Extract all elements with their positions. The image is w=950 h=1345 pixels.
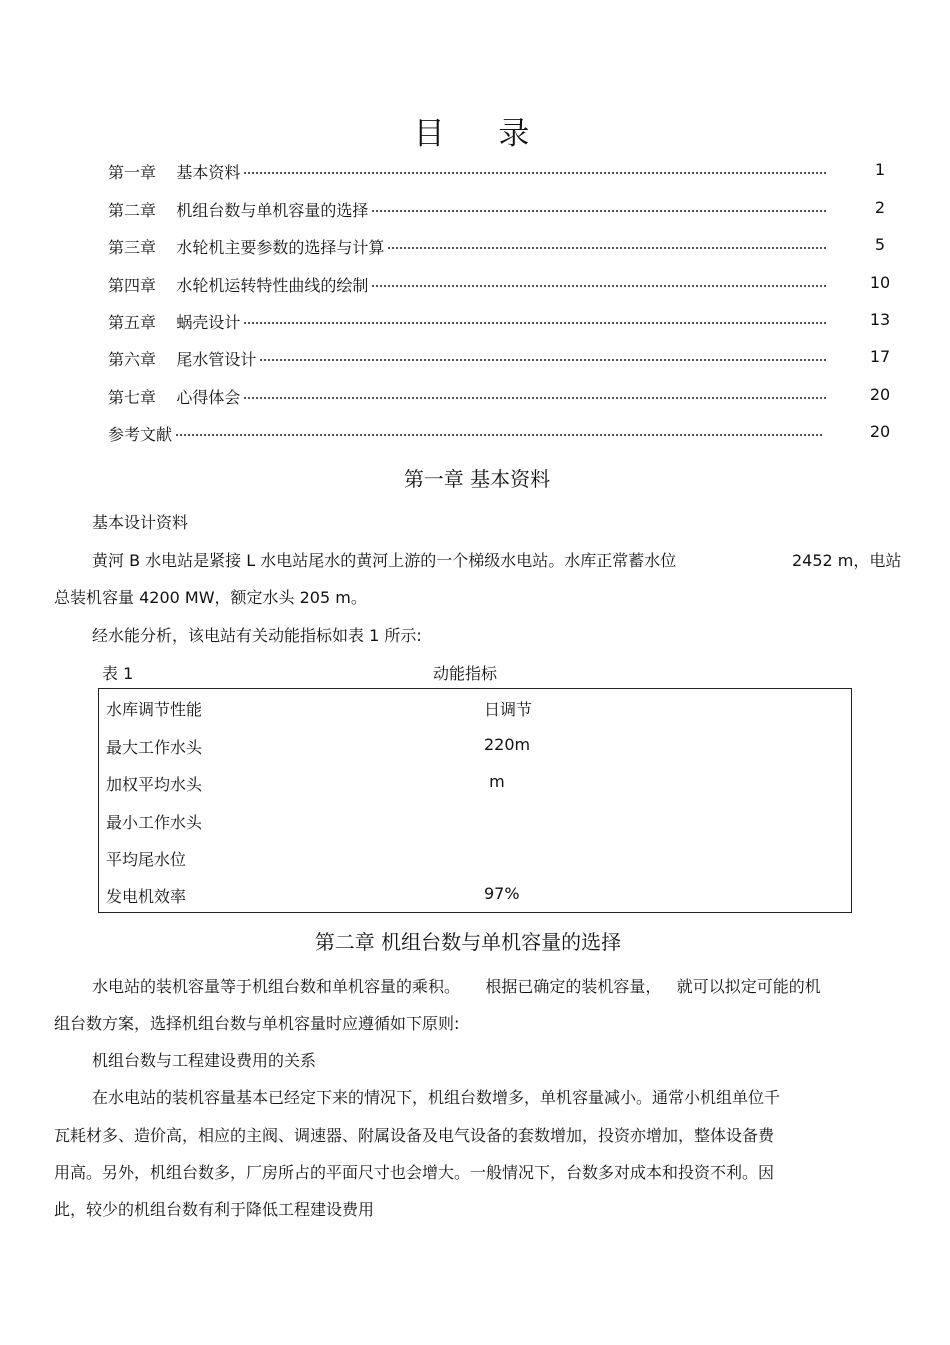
table-label: 表 1: [102, 664, 134, 683]
toc-entry[interactable]: [108, 422, 898, 446]
toc-entry-title: 心得体会: [176, 388, 241, 407]
toc-entry-title: 尾水管设计: [176, 350, 257, 369]
table-cell-name: 平均尾水位: [106, 850, 187, 869]
table-cell-value: 220m: [484, 735, 531, 754]
toc-chapter: 第一章: [108, 163, 157, 182]
toc-entry[interactable]: [108, 273, 898, 297]
energy-indicators-table: [98, 688, 852, 913]
toc-entry-title: 水轮机主要参数的选择与计算: [176, 238, 385, 257]
chapter2-para1-line1: 水电站的装机容量等于机组台数和单机容量的乘积。 根据已确定的装机容量， 就可以拟定可能的机: [92, 977, 821, 996]
toc-entry[interactable]: [108, 347, 898, 371]
toc-page: 10: [869, 273, 891, 292]
table-cell-name: 最大工作水头: [106, 738, 203, 757]
toc-entry[interactable]: [108, 198, 898, 222]
chapter1-para2: 经水能分析，该电站有关动能指标如表 1 所示:: [92, 626, 422, 645]
chapter2-para1-line2: 组台数方案，选择机组台数与单机容量时应遵循如下原则:: [54, 1014, 460, 1033]
toc-chapter: 第二章: [108, 201, 157, 220]
toc-entry-title: 机组台数与单机容量的选择: [176, 201, 369, 220]
table-cell-name: 水库调节性能: [106, 700, 203, 719]
toc-entry[interactable]: [108, 310, 898, 334]
toc-entry[interactable]: [108, 235, 898, 259]
toc-page: 17: [869, 347, 891, 366]
table-cell-value: 97%: [484, 884, 520, 903]
chapter2-para2-line: 瓦耗材多、造价高，相应的主阀、调速器、附属设备及电气设备的套数增加，投资亦增加，整体设备费: [54, 1126, 775, 1145]
chapter1-para1-value: 2452 m，电站: [792, 551, 902, 570]
table-cell-name: 加权平均水头: [106, 775, 203, 794]
toc-chapter: 第五章: [108, 313, 157, 332]
toc-leader: [108, 434, 822, 436]
toc-chapter: 第六章: [108, 350, 157, 369]
toc-entry[interactable]: [108, 385, 898, 409]
toc-page: 20: [869, 422, 891, 441]
table-cell-name: 最小工作水头: [106, 813, 203, 832]
chapter1-subheading: 基本设计资料: [92, 513, 189, 532]
chapter1-para1-line1: 黄河 B 水电站是紧接 L 水电站尾水的黄河上游的一个梯级水电站。水库正常蓄水位: [92, 551, 677, 570]
toc-page: 20: [869, 385, 891, 404]
table-caption: 动能指标: [433, 664, 498, 683]
toc-title: 目 录: [413, 116, 552, 152]
toc-entry-title: 基本资料: [176, 163, 241, 182]
table-cell-name: 发电机效率: [106, 887, 187, 906]
chapter2-para2-line: 在水电站的装机容量基本已经定下来的情况下，机组台数增多，单机容量减小。通常小机组单位千: [92, 1088, 781, 1107]
toc-chapter: 第七章: [108, 388, 157, 407]
toc-entry-title: 水轮机运转特性曲线的绘制: [176, 276, 369, 295]
toc-page: 2: [874, 198, 886, 217]
table-cell-value: 日调节: [484, 700, 533, 719]
toc-entry-title: 蜗壳设计: [176, 313, 241, 332]
chapter2-subheading: 机组台数与工程建设费用的关系: [92, 1051, 317, 1070]
chapter2-para2-line: 此，较少的机组台数有利于降低工程建设费用: [54, 1200, 375, 1219]
toc-page: 5: [874, 235, 886, 254]
table-cell-value: m: [484, 772, 505, 791]
toc-page: 13: [869, 310, 891, 329]
toc-chapter: 第四章: [108, 276, 157, 295]
chapter1-para1-line2: 总装机容量 4200 MW，额定水头 205 m。: [54, 588, 367, 607]
chapter1-heading: 第一章 基本资料: [403, 467, 551, 491]
chapter2-para2-line: 用高。另外，机组台数多，厂房所占的平面尺寸也会增大。一般情况下，台数多对成本和投资不利。因: [54, 1163, 775, 1182]
toc-page: 1: [874, 160, 886, 179]
toc-chapter: 第三章: [108, 238, 157, 257]
chapter2-heading: 第二章 机组台数与单机容量的选择: [314, 930, 622, 954]
toc-entry[interactable]: [108, 160, 898, 184]
toc-entry-title: 参考文献: [108, 425, 173, 444]
